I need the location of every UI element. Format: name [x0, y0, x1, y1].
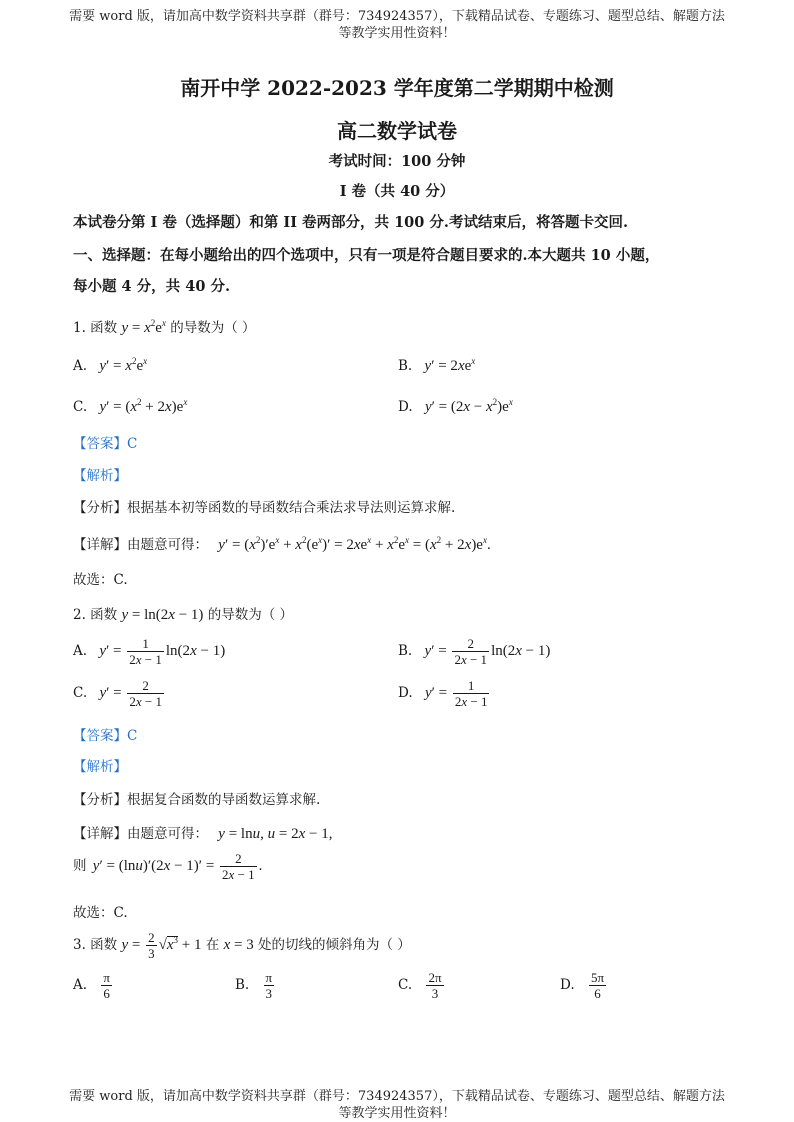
- option-label: D.: [398, 684, 413, 701]
- q2-option-a: A. y′ = $\frac{1}{2x - 1}$ ln(2x − 1): [73, 636, 226, 667]
- q3-option-d: D. $\frac{5\pi}{6}$: [560, 970, 605, 1001]
- q1-analysis-heading: 【解析】: [73, 468, 127, 484]
- option-label: B.: [235, 976, 250, 993]
- q2-derivation-formula: y′ = (lnu)′(2x − 1)′ = $\frac{2}{2x - 1}$ .: [92, 851, 263, 882]
- q2-stem-prefix: 2. 函数: [73, 607, 118, 623]
- option-label: B.: [398, 358, 413, 374]
- q2-detail: [73, 822, 332, 843]
- q2-answer: 【答案】C: [73, 728, 138, 744]
- q1-detail-formula: $y' = (x^2)'e^x + x^2(e^x)' = 2xe^x + x^2e^x = (x^2 + 2x)e^x$.: [218, 535, 491, 553]
- part-heading: I 卷（共 40 分）: [339, 183, 455, 200]
- option-label: A.: [73, 642, 88, 659]
- q1-option-a: A. $y' = x^2e^x$: [73, 356, 148, 374]
- q1-stem-prefix: 1. 函数: [73, 320, 118, 336]
- q2-function: y = ln(2x − 1): [121, 607, 204, 623]
- option-label: A.: [73, 976, 88, 993]
- q3-function: y = $\frac{2}{3}$ $√x^3 + 1$: [121, 930, 202, 961]
- q2-option-c: C. y′ = $\frac{2}{2x - 1}$: [73, 678, 162, 709]
- q1-detail: [73, 533, 491, 554]
- q1-fenxi: 【分析】根据基本初等函数的导函数结合乘法求导法则运算求解.: [73, 500, 456, 516]
- q1-option-c: C. $y' = (x^2 + 2x)e^x$: [73, 397, 188, 415]
- q2-analysis-heading: 【解析】: [73, 759, 127, 775]
- intro-text: 本试卷分第 I 卷（选择题）和第 II 卷两部分，共 100 分.考试结束后，将答题卡交回.: [73, 214, 628, 231]
- q2-option-d: D. y′ = $\frac{1}{2x - 1}$: [398, 678, 488, 709]
- q3-point: x = 3: [223, 936, 254, 953]
- option-label: D.: [398, 399, 413, 415]
- option-label: B.: [398, 642, 413, 659]
- q3-stem-mid: 在: [205, 936, 220, 953]
- q3-option-c: C. $\frac{2\pi}{3}$: [398, 970, 442, 1001]
- q2-stem: [73, 603, 293, 624]
- q2-detail-label: 【详解】由题意可得：: [73, 826, 208, 842]
- option-label: A.: [73, 358, 88, 374]
- top-banner: [0, 8, 794, 42]
- footer-line-1: 需要 word 版，请加高中数学资料共享群（群号：734924357），下载精品试卷、专题练习、题型总结、解题方法: [69, 1089, 725, 1104]
- q2-conclusion: 故选：C.: [73, 905, 128, 921]
- q1-function: $y = x^2e^x$: [121, 318, 166, 336]
- section-heading-1: 一、选择题：在每小题给出的四个选项中，只有一项是符合题目要求的.本大题共 10 小题，: [73, 247, 660, 264]
- page-title: 南开中学 2022-2023 学年度第二学期期中检测: [180, 76, 614, 100]
- q3-stem-suffix: 处的切线的倾斜角为（ ）: [258, 936, 411, 953]
- banner-line-1: 需要 word 版，请加高中数学资料共享群（群号：734924357），下载精品试卷、专题练习、题型总结、解题方法: [69, 9, 725, 24]
- q1-option-b: B. $y' = 2xe^x$: [398, 356, 476, 374]
- q2-detail-formula: y = lnu, u = 2x − 1,: [218, 826, 333, 842]
- q1-conclusion: 故选：C.: [73, 572, 128, 588]
- bottom-banner: [0, 1088, 794, 1122]
- q3-stem-prefix: 3. 函数: [73, 936, 118, 953]
- exam-time: 考试时间：100 分钟: [328, 153, 466, 170]
- q2-then-label: 则: [73, 857, 87, 874]
- banner-line-2: 等教学实用性资料！: [338, 26, 456, 41]
- section-heading-2: 每小题 4 分，共 40 分.: [73, 278, 231, 295]
- q2-option-b: B. y′ = $\frac{2}{2x - 1}$ ln(2x − 1): [398, 636, 551, 667]
- option-label: D.: [560, 976, 575, 993]
- option-label: C.: [398, 976, 413, 993]
- q1-answer: 【答案】C: [73, 436, 138, 452]
- option-label: C.: [73, 399, 88, 415]
- q3-stem: [73, 930, 411, 961]
- q1-detail-label: 【详解】由题意可得：: [73, 537, 208, 553]
- option-label: C.: [73, 684, 88, 701]
- q1-stem: [73, 316, 256, 337]
- q2-derivation: [73, 851, 262, 882]
- page-subtitle: 高二数学试卷: [337, 119, 457, 143]
- q3-option-b: B. $\frac{\pi}{3}$: [235, 970, 273, 1001]
- q1-stem-suffix: 的导数为（ ）: [170, 320, 256, 336]
- q2-fenxi: 【分析】根据复合函数的导函数运算求解.: [73, 792, 321, 808]
- q3-option-a: A. $\frac{\pi}{6}$: [73, 970, 110, 1001]
- q2-stem-suffix: 的导数为（ ）: [207, 607, 293, 623]
- footer-line-2: 等教学实用性资料！: [338, 1106, 456, 1121]
- q1-option-d: D. $y' = (2x - x^2)e^x$: [398, 397, 513, 415]
